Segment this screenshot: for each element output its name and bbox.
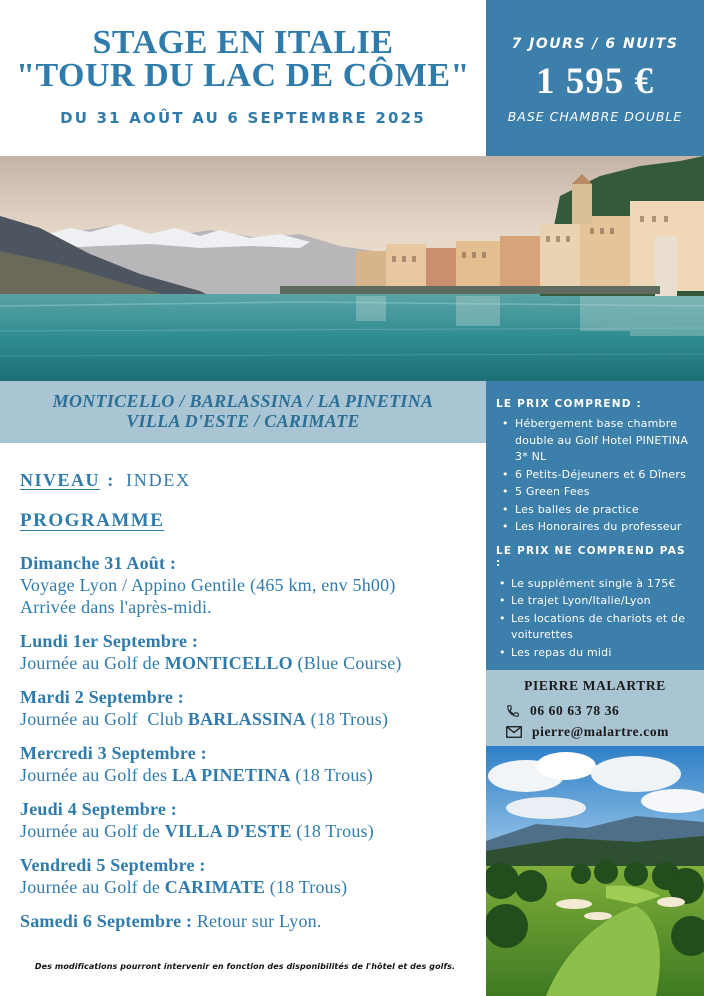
contact-phone-row[interactable] [506,703,619,719]
day-text: Journée au Golf de CARIMATE (18 Trous) [20,877,348,897]
excluded-heading: LE PRIX NE COMPREND PAS : [496,544,686,569]
course-name: MONTICELLO [164,653,293,673]
courses-line-2: VILLA D'ESTE / CARIMATE [126,411,360,431]
day-title: Dimanche 31 Août : [20,553,177,573]
price-box [486,0,704,156]
day-title: Vendredi 5 Septembre : [20,855,206,875]
day-text: Samedi 6 Septembre : Retour sur Lyon. [20,911,322,931]
day-item [20,552,480,618]
price-basis: BASE CHAMBRE DOUBLE [507,109,683,124]
level-value: INDEX [125,470,191,490]
day-text: Arrivée dans l'après-midi. [20,597,212,617]
contact-box [486,670,704,746]
level-separator: : [107,470,115,490]
list-item: • Les locations de chariots et de voiturettes [496,611,694,644]
footnote: Des modifications pourront intervenir en fonction des disponibilités de l'hôtel et des golfs. [34,962,456,971]
list-item: • 5 Green Fees [496,484,694,501]
day-title: Mardi 2 Septembre : [20,687,184,707]
day-title: Samedi 6 Septembre : [20,911,193,931]
contact-phone: 06 60 63 78 36 [530,703,620,718]
day-item [20,910,480,932]
program-heading: PROGRAMME [20,510,165,531]
page-title: STAGE EN ITALIE [92,24,394,61]
list-item: • Les repas du midi [496,645,694,662]
courses-band [0,381,486,443]
day-title: Jeudi 4 Septembre : [20,799,177,819]
golf-course-illustration [486,746,704,996]
header [0,26,486,127]
course-name: CARIMATE [164,877,266,897]
price-details [486,381,704,670]
phone-icon [506,704,520,718]
program-days [20,552,480,944]
day-title: Lundi 1er Septembre : [20,631,199,651]
trip-dates: DU 31 AOÛT AU 6 SEPTEMBRE 2025 [60,109,426,127]
included-list [496,416,694,536]
day-text: Journée au Golf de MONTICELLO (Blue Course) [20,653,402,673]
day-text: Voyage Lyon / Appino Gentile (465 km, env 5h00) [20,575,396,595]
day-item [20,798,480,842]
course-name: BARLASSINA [187,709,306,729]
day-item [20,854,480,898]
day-text: Journée au Golf des LA PINETINA (18 Trous) [20,765,373,785]
courses-line-1: MONTICELLO / BARLASSINA / LA PINETINA [52,391,434,411]
day-item [20,686,480,730]
golf-course-photo [486,746,704,996]
day-text: Journée au Golf Club BARLASSINA (18 Trous) [20,709,389,729]
trip-price: 1 595 € [536,61,654,102]
course-name: VILLA D'ESTE [164,821,292,841]
list-item: • Les balles de practice [496,502,694,519]
mail-icon [506,726,522,738]
list-item: • Les Honoraires du professeur [496,519,694,536]
day-item [20,742,480,786]
contact-email-row[interactable] [506,724,669,740]
level-label: NIVEAU [20,470,101,490]
lake-como-illustration [0,156,704,381]
day-text: Journée au Golf de VILLA D'ESTE (18 Trous) [20,821,374,841]
course-name: LA PINETINA [171,765,291,785]
contact-name: PIERRE MALARTRE [524,678,666,693]
included-heading: LE PRIX COMPREND : [496,398,642,410]
day-title: Mercredi 3 Septembre : [20,743,207,763]
page-subtitle: "TOUR DU LAC DE CÔME" [16,57,470,94]
trip-duration: 7 JOURS / 6 NUITS [511,36,679,52]
level-row [20,470,191,491]
list-item: • 6 Petits-Déjeuners et 6 Dîners [496,467,694,484]
contact-email: pierre@malartre.com [532,724,670,739]
excluded-list [496,576,694,662]
list-item: • Hébergement base chambre double au Golf Hotel PINETINA 3* NL [496,416,694,466]
day-item [20,630,480,674]
list-item: • Le trajet Lyon/Italie/Lyon [496,593,694,610]
list-item: • Le supplément single à 175€ [496,576,694,593]
lake-como-photo [0,156,704,381]
